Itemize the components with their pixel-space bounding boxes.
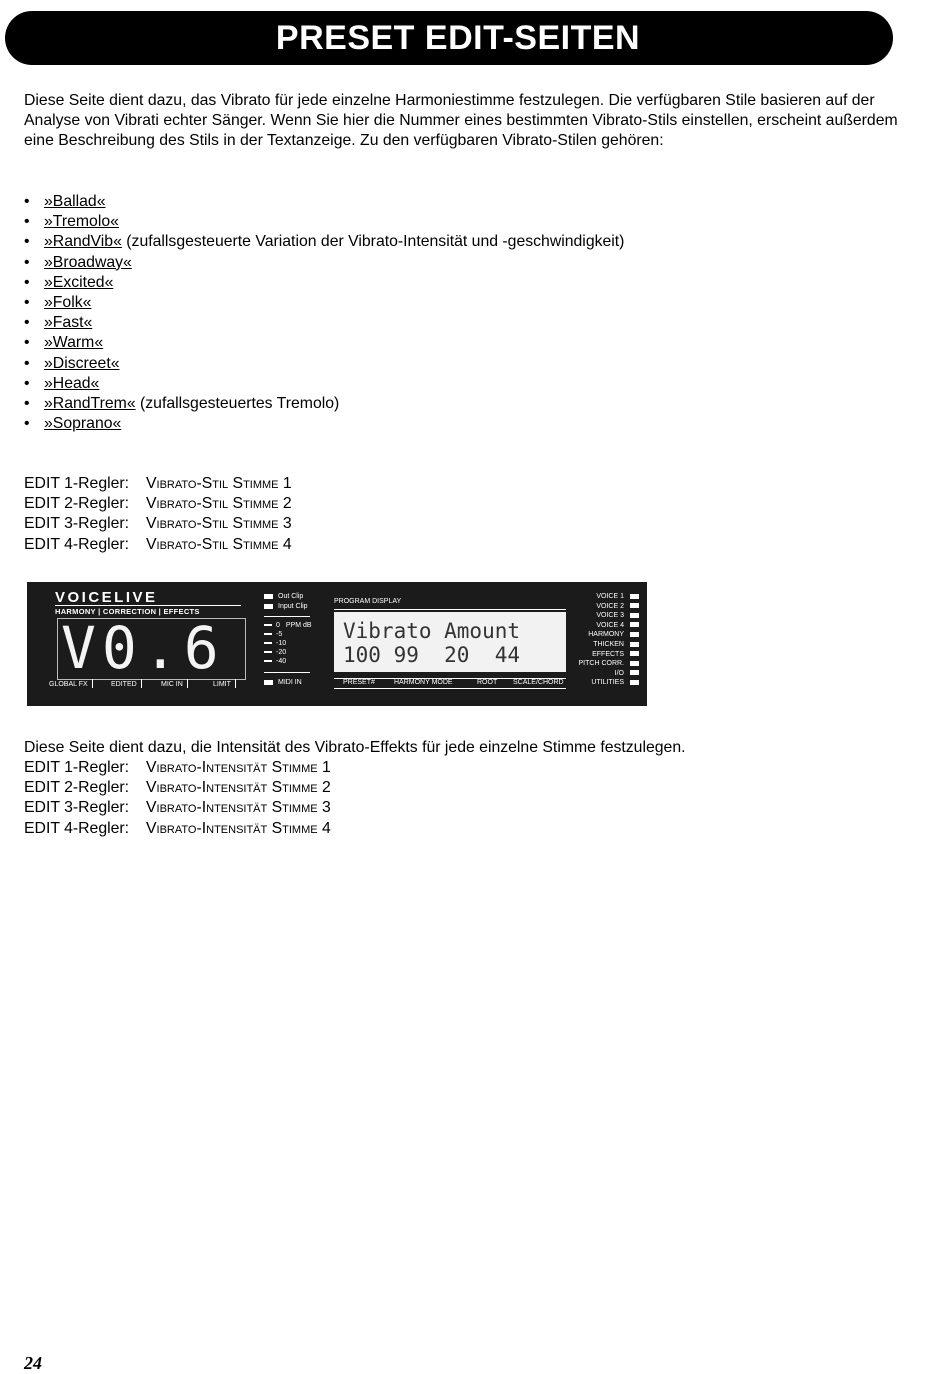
page-title: PRESET EDIT-SEITEN [275,19,641,57]
input-clip-led [264,604,273,609]
midi-in-led [264,680,273,685]
style-link[interactable]: »Excited« [44,273,114,291]
list-item: • »RandTrem« (zufallsgesteuertes Tremolo) [24,395,340,413]
style-link[interactable]: »RandVib« [44,233,122,251]
edit-style-mapping [24,474,292,555]
list-item: • »RandVib« (zufallsgesteuerte Variation der Vibrato-Intensität und -geschwindigkeit) [24,233,625,251]
style-link[interactable]: »Head« [44,374,100,392]
mode-indicator-list [579,592,640,688]
style-link[interactable]: »Fast« [44,314,93,332]
status-mic-in: MIC IN [161,679,188,688]
list-item: • »Excited« [24,273,114,291]
style-link[interactable]: »Soprano« [44,415,122,433]
edit-row: EDIT 1-Regler: Vibrato-Intensität Stimme 1 [24,759,331,776]
edit-row: EDIT 3-Regler: Vibrato-Intensität Stimme 3 [24,799,331,817]
input-clip-label: Input Clip [278,603,308,610]
status-edited: EDITED [111,679,142,688]
style-link[interactable]: »Ballad« [44,193,106,210]
list-item: • »Broadway« [24,253,132,271]
edit-row: EDIT 3-Regler: Vibrato-Stil Stimme 3 [24,515,292,533]
lcd-line-1: Vibrato Amount [343,619,521,643]
list-item: • »Tremolo« [24,213,119,231]
mode-indicator: VOICE 3 [579,611,640,621]
style-link[interactable]: »Broadway« [44,253,132,271]
list-item: • »Soprano« [24,415,122,433]
program-display-label: PROGRAM DISPLAY [334,598,402,605]
brand-logo: VOICELIVE [55,589,158,606]
edit-row: EDIT 4-Regler: Vibrato-Intensität Stimme 4 [24,819,331,837]
style-link[interactable]: »Tremolo« [44,213,119,231]
edit-row: EDIT 4-Regler: Vibrato-Stil Stimme 4 [24,535,292,553]
mode-indicator: PITCH CORR. [579,659,640,669]
program-display [334,612,566,672]
list-item: • »Discreet« [24,354,120,372]
style-link[interactable]: »RandTrem« [44,395,136,413]
meter-unit: PPM dB [285,622,312,629]
vibrato-style-list [24,192,624,434]
mode-indicator: I/O [579,669,640,679]
voicelive-front-panel: VOICELIVE HARMONY | CORRECTION | EFFECTS V0.6 GLOBAL FX EDITED MIC IN LIMIT Out Clip Input Clip 0 PPM dB -5 -10 -20 -40 MIDI IN PROGRAM DISPLAY Vibrato Amount 100 99 20 44 PRESET# HARMONY MODE ROOT SCALE/CHORD VOICE 1 VOICE 2 VOICE 3 VOICE 4 HARMONY THICKEN EFFECTS PITCH CORR. I/O UTILITIES [27,582,647,706]
page-number: 24 [24,1353,42,1373]
edit-intensity-mapping [24,758,331,839]
mode-indicator: EFFECTS [579,650,640,660]
list-item: • »Fast« [24,314,93,332]
style-link[interactable]: »Warm« [44,334,104,352]
mode-indicator: VOICE 4 [579,621,640,631]
list-item: • »Ballad« [24,193,106,210]
out-clip-label: Out Clip [278,593,304,600]
list-item: • »Warm« [24,334,104,352]
mode-indicator: HARMONY [579,630,640,640]
mode-indicator: VOICE 1 [579,592,640,602]
edit-row: EDIT 2-Regler: Vibrato-Stil Stimme 2 [24,495,292,513]
lcd-line-2: 100 99 20 44 [343,643,521,667]
mode-indicator: THICKEN [579,640,640,650]
mode-indicator: UTILITIES [579,678,640,688]
list-item: • »Folk« [24,294,92,312]
style-link[interactable]: »Discreet« [44,354,120,372]
divider [264,616,310,617]
intensity-paragraph: Diese Seite dient dazu, die Intensität des Vibrato-Effekts für jede einzelne Stimme festzulegen. [24,739,686,756]
divider [264,672,310,673]
status-limit: LIMIT [213,679,236,688]
segment-display: V0.6 [57,618,246,680]
mode-indicator: VOICE 2 [579,602,640,612]
list-item: • »Head« [24,374,100,392]
brand-tagline: HARMONY | CORRECTION | EFFECTS [55,605,241,616]
out-clip-led [264,594,273,599]
intro-paragraph: Diese Seite dient dazu, das Vibrato für jede einzelne Harmoniestimme festzulegen. Die verfügbaren Stile basieren auf der Analyse von Vibrati echter Sänger. Wenn Sie hier die Nummer eines bestimmten Vibrato-Stils einstellen, erscheint außerdem eine Beschreibung des Stils in der Textanzeige. Zu den verfügbaren Vibrato-Stilen gehören: [24,92,898,150]
edit-row: EDIT 2-Regler: Vibrato-Intensität Stimme 2 [24,779,331,797]
edit-row: EDIT 1-Regler: Vibrato-Stil Stimme 1 [24,475,292,492]
midi-in-label: MIDI IN [278,679,302,686]
style-link[interactable]: »Folk« [44,294,92,312]
page-header [5,11,893,65]
status-global-fx: GLOBAL FX [49,679,93,688]
